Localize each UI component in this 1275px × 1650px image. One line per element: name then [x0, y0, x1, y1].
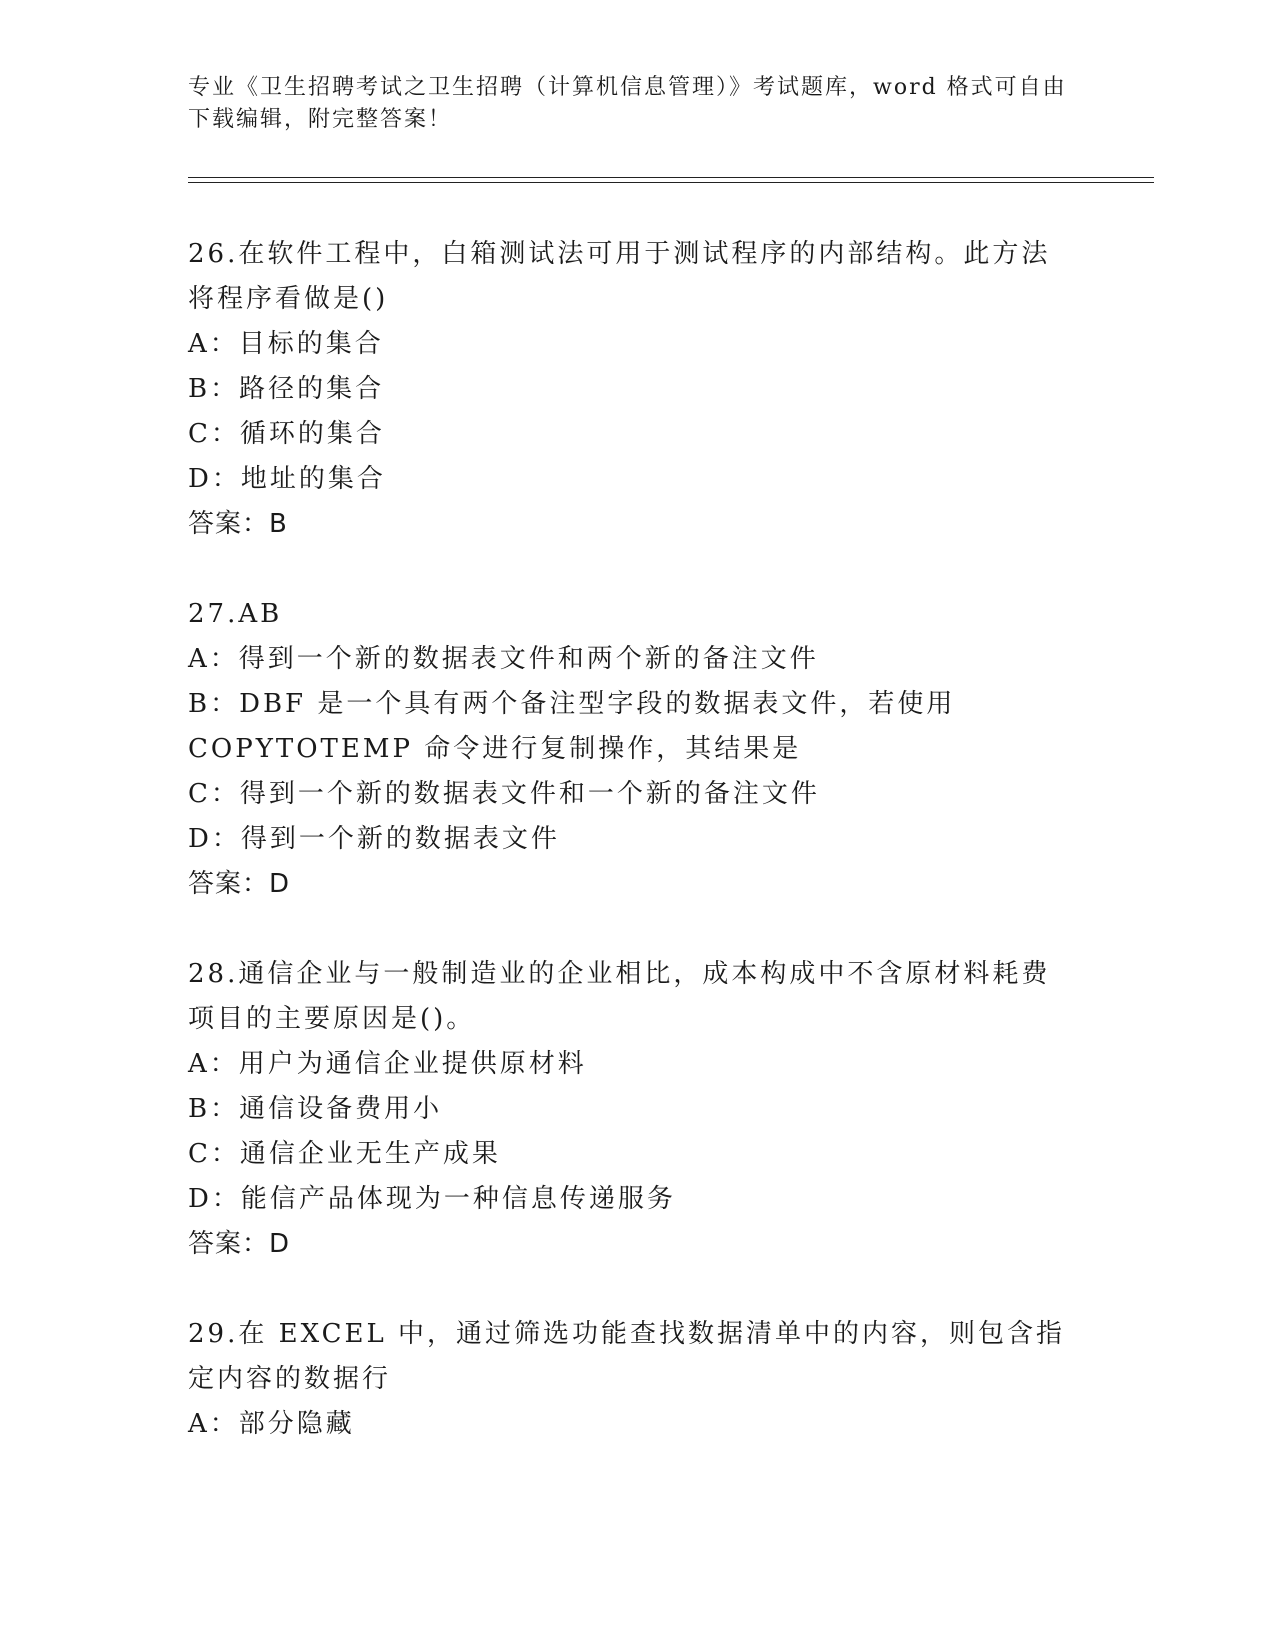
option-c: C：得到一个新的数据表文件和一个新的备注文件: [188, 779, 820, 809]
spacer: [188, 547, 1078, 592]
answer-line: 答案：D: [188, 1229, 291, 1259]
option-a: A：用户为通信企业提供原材料: [188, 1049, 587, 1079]
option-a: A：部分隐藏: [188, 1409, 355, 1439]
option-d: D：地址的集合: [188, 464, 386, 494]
option-b: B：通信设备费用小: [188, 1094, 443, 1124]
option-b: B：DBF 是一个具有两个备注型字段的数据表文件，若使用 COPYTOTEMP 命令进行复制操作，其结果是: [188, 689, 956, 764]
document-header: 专业《卫生招聘考试之卫生招聘（计算机信息管理）》考试题库，word 格式可自由下载编辑，附完整答案！: [188, 75, 1067, 132]
option-c: C：循环的集合: [188, 419, 385, 449]
question-stem: 29.在 EXCEL 中，通过筛选功能查找数据清单中的内容，则包含指定内容的数据行: [188, 1319, 1066, 1394]
header-divider-bottom: [188, 182, 1154, 183]
answer-line: 答案：D: [188, 869, 291, 899]
question-26: [188, 232, 1078, 547]
spacer: [188, 1267, 1078, 1312]
header-divider-top: [188, 177, 1154, 178]
option-a: A：目标的集合: [188, 329, 384, 359]
option-b: B：路径的集合: [188, 374, 385, 404]
question-27: [188, 592, 1078, 907]
question-stem: 28.通信企业与一般制造业的企业相比，成本构成中不含原材料耗费项目的主要原因是()。: [188, 959, 1051, 1034]
spacer: [188, 907, 1078, 952]
option-d: D：得到一个新的数据表文件: [188, 824, 560, 854]
option-a: A：得到一个新的数据表文件和两个新的备注文件: [188, 644, 819, 674]
option-d: D：能信产品体现为一种信息传递服务: [188, 1184, 676, 1214]
question-28: [188, 952, 1078, 1267]
option-c: C：通信企业无生产成果: [188, 1139, 501, 1169]
answer-line: 答案：B: [188, 509, 288, 539]
question-stem: 26.在软件工程中，白箱测试法可用于测试程序的内部结构。此方法将程序看做是(): [188, 239, 1051, 314]
question-stem: 27.AB: [188, 599, 283, 629]
question-29: [188, 1312, 1078, 1447]
question-list: [188, 232, 1078, 1447]
